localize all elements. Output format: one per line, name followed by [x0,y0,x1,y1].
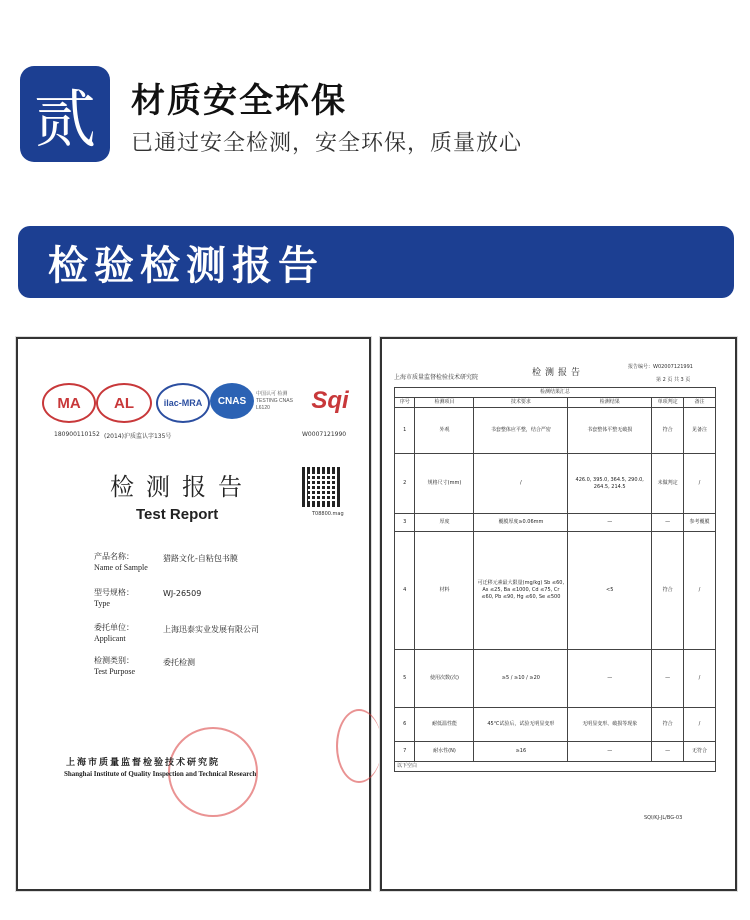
accreditation-logos [28,383,358,423]
table-cell: — [652,650,684,708]
cert-code: W0007121990 [302,431,347,438]
table-header-cell: 检测结果 [568,398,652,408]
table-cell: 厚度 [415,514,474,532]
field-value-purpose: 委托检测 [163,658,195,667]
section-number-badge: 贰 [20,66,110,162]
report-title: 检测报告 [532,368,585,378]
table-cell: / [474,454,568,514]
table-row [395,762,716,772]
report-page: 第 2 页 共 3 页 [656,377,691,383]
sqi-logo-icon: Sqi [311,387,349,414]
table-header-cell: 单项判定 [652,398,684,408]
table-header-cell: 备注 [684,398,716,408]
cert-code: (2014)沪质监认字135号 [104,433,172,440]
qr-code-icon [302,467,342,507]
section-title: 材质安全环保 [131,81,347,121]
table-row [395,650,716,708]
report-number: 报告编号：W02007121991 [628,364,693,370]
test-results-table [394,387,716,772]
table-cell: 书套整体平整无破损 [568,408,652,454]
field-label-type: 型号规格： Type [94,588,134,608]
table-cell: 外观 [415,408,474,454]
table-cell: 检测结果汇总 [395,388,716,398]
table-cell: 可迁移元素最大限量(mg/kg) Sb ≤60, As ≤25, Ba ≤1000, Cd ≤75, Cr ≤60, Pb ≤90, Hg ≤60, Se ≤500 [474,532,568,650]
table-cell: 无明显变形、破损等现象 [568,708,652,742]
table-cell: 符合 [652,532,684,650]
institute-name: 上海市质量监督检验技术研究院 [66,758,221,768]
field-label-purpose: 检测类别： Test Purpose [94,656,135,676]
table-cell: 见备注 [684,408,716,454]
table-header-cell: 技术要求 [474,398,568,408]
table-cell: / [684,532,716,650]
official-stamp-icon [336,709,382,783]
field-value-name: 猎路文化-自粘包书膜 [163,554,238,563]
cal-logo-icon: AL [96,383,152,423]
table-footnote: 以下空白 [395,762,716,772]
cma-logo-icon: MA [42,383,96,423]
table-cell: 7 [395,742,415,762]
qr-caption: T08800.mag [312,511,344,517]
certificate-document [16,337,371,891]
cnas-text: 中国认可 检测 TESTING CNAS L6120 [256,390,293,411]
table-cell: 规格尺寸(mm) [415,454,474,514]
field-label-name: 产品名称： Name of Sample [94,552,148,572]
table-cell: <5 [568,532,652,650]
table-cell: 覆膜厚度≥0.06mm [474,514,568,532]
table-cell: / [684,454,716,514]
section-subtitle: 已通过安全检测，安全环保，质量放心 [131,131,523,156]
form-code: SQI/KJ-JL/BG-03 [644,815,683,821]
table-cell: 6 [395,708,415,742]
table-cell: 未做判定 [652,454,684,514]
table-row [395,454,716,514]
table-cell: 426.0, 395.0, 364.5, 290.0, 264.5, 214.5 [568,454,652,514]
table-cell: 无符合 [684,742,716,762]
cnas-logo-icon: CNAS [210,383,254,419]
table-header-cell: 检测项目 [415,398,474,408]
table-row [395,408,716,454]
table-cell: 耐水性(N) [415,742,474,762]
table-cell: — [568,650,652,708]
field-value-type: WJ-26509 [163,589,202,598]
institute-name-en: Shanghai Institute of Quality Inspection and Technical Research [64,770,257,778]
table-cell: / [684,650,716,708]
report-table-document [380,337,737,891]
table-row [395,532,716,650]
table-row [395,514,716,532]
table-cell: 符合 [652,408,684,454]
field-value-applicant: 上海迅泰实业发展有限公司 [163,625,259,634]
table-cell: — [568,514,652,532]
table-cell: — [652,742,684,762]
table-header-cell: 序号 [395,398,415,408]
table-row [395,388,716,398]
table-cell: ≥16 [474,742,568,762]
table-cell: ≥5 / ≥10 / ≥20 [474,650,568,708]
report-institute: 上海市质量监督检验技术研究院 [394,374,479,381]
table-cell: 符合 [652,708,684,742]
cert-code: 180900110152 [54,431,100,438]
table-row [395,742,716,762]
table-cell: 材料 [415,532,474,650]
table-cell: — [568,742,652,762]
table-cell: — [652,514,684,532]
table-header-row [395,398,716,408]
table-cell: 参考覆膜 [684,514,716,532]
table-cell: / [684,708,716,742]
field-label-applicant: 委托单位： Applicant [94,623,134,643]
ilac-mra-logo-icon: ilac-MRA [156,383,210,423]
table-cell: 1 [395,408,415,454]
table-row [395,708,716,742]
certificate-title-en: Test Report [136,506,219,523]
table-cell: 使用次数(次) [415,650,474,708]
table-cell: 3 [395,514,415,532]
report-banner-title: 检验检测报告 [48,243,324,289]
table-cell: 耐低温性能 [415,708,474,742]
table-cell: 4 [395,532,415,650]
table-cell: 45℃试验后，试验无明显变形 [474,708,568,742]
certificate-title: 检测报告 [110,473,254,501]
table-cell: 5 [395,650,415,708]
table-cell: 2 [395,454,415,514]
table-cell: 书套整体应平整，结合严密 [474,408,568,454]
